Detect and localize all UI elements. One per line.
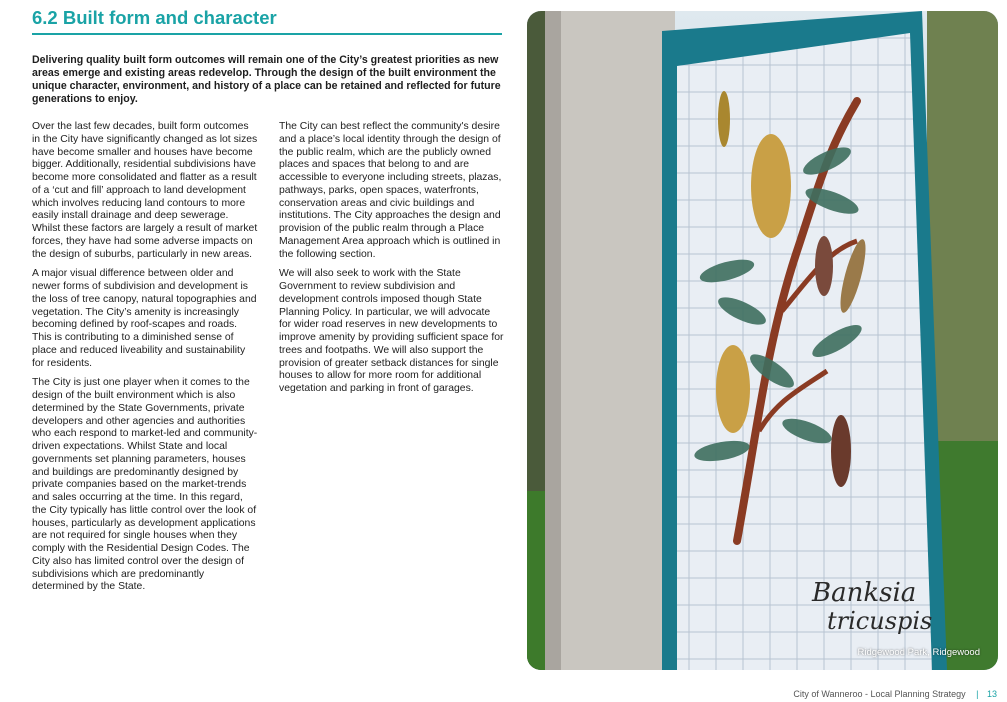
title-divider bbox=[32, 33, 502, 35]
body-paragraph: Over the last few decades, built form outcomes in the City have significantly changed as lot sizes have become smaller and houses have become bigger. Additionally, residential subdivisions have become more consolidated and flatter as a result of a ‘cut and fill’ approach to land development which involves reducing land contours to more easily install drainage and deep sewerage. Whilst these factors are largely a result of market forces, they have had some adverse impacts on the design of suburbs, particularly in new areas. bbox=[32, 121, 258, 260]
page-number: 13 bbox=[986, 689, 997, 699]
mural-photo bbox=[527, 11, 998, 670]
right-column bbox=[279, 121, 505, 403]
body-paragraph: The City is just one player when it comes to the design of the built environment which is also determined by the State Governments, private developers and other agencies and authorities who each respond to market-led and community-driven expectations. Whilst State and local governments set planning parameters, houses and buildings are predominantly designed by private companies based on the market-trends and sales occurring at the time. In this regard, the City typically has little control over the look of houses, particularly as development applications are not required for single houses when they comply with the Residential Design Codes. The City also has limited control over the design of subdivisions which are predominantly determined by the State. bbox=[32, 377, 258, 593]
left-column bbox=[32, 121, 258, 601]
footer-separator: | bbox=[976, 689, 979, 699]
mural-label-line2: tricuspis bbox=[827, 607, 933, 635]
footer-document-title: City of Wanneroo - Local Planning Strategy bbox=[793, 689, 966, 699]
intro-paragraph: Delivering quality built form outcomes will remain one of the City’s greatest priorities as new areas emerge and existing areas redevelop. Through the design of the built environment the unique character, environment, and history of a place can be retained and reflected for future generations to enjoy. bbox=[32, 54, 501, 105]
mural-label-line1: Banksia bbox=[812, 578, 917, 608]
section-title: 6.2 Built form and character bbox=[32, 7, 277, 28]
photo-caption: Ridgewood Park, Ridgewood bbox=[857, 647, 980, 658]
page-footer bbox=[793, 689, 997, 699]
banksia-mural-illustration bbox=[527, 11, 998, 670]
body-paragraph: A major visual difference between older and newer forms of subdivision and development is the loss of tree canopy, natural topographies and vegetation. The City’s amenity is increasingly becoming defined by roof-scapes and roads. This is contributing to a diminished sense of place and reduced liveability and sustainability for residents. bbox=[32, 268, 257, 369]
body-paragraph: We will also seek to work with the State Government to review subdivision and development controls imposed though State Planning Policy. In particular, we will advocate for wider road reserves in new developments to improve amenity by providing sufficient space for trees and footpaths. We will also support the provision of greater setback distances for single houses to allow for more room for additional vegetation and parking in front of garages. bbox=[279, 268, 504, 394]
body-paragraph: The City can best reflect the community's desire and a place’s local identity through the design of the public realm, which are the publicly owned places and spaces that belong to and are accessible to everyone including streets, plazas, pathways, parks, open spaces, waterfronts, conservation areas and civic buildings and institutions. The City approaches the design and provision of the public realm through a Place Management Area approach which is outlined in the following section. bbox=[279, 121, 502, 260]
